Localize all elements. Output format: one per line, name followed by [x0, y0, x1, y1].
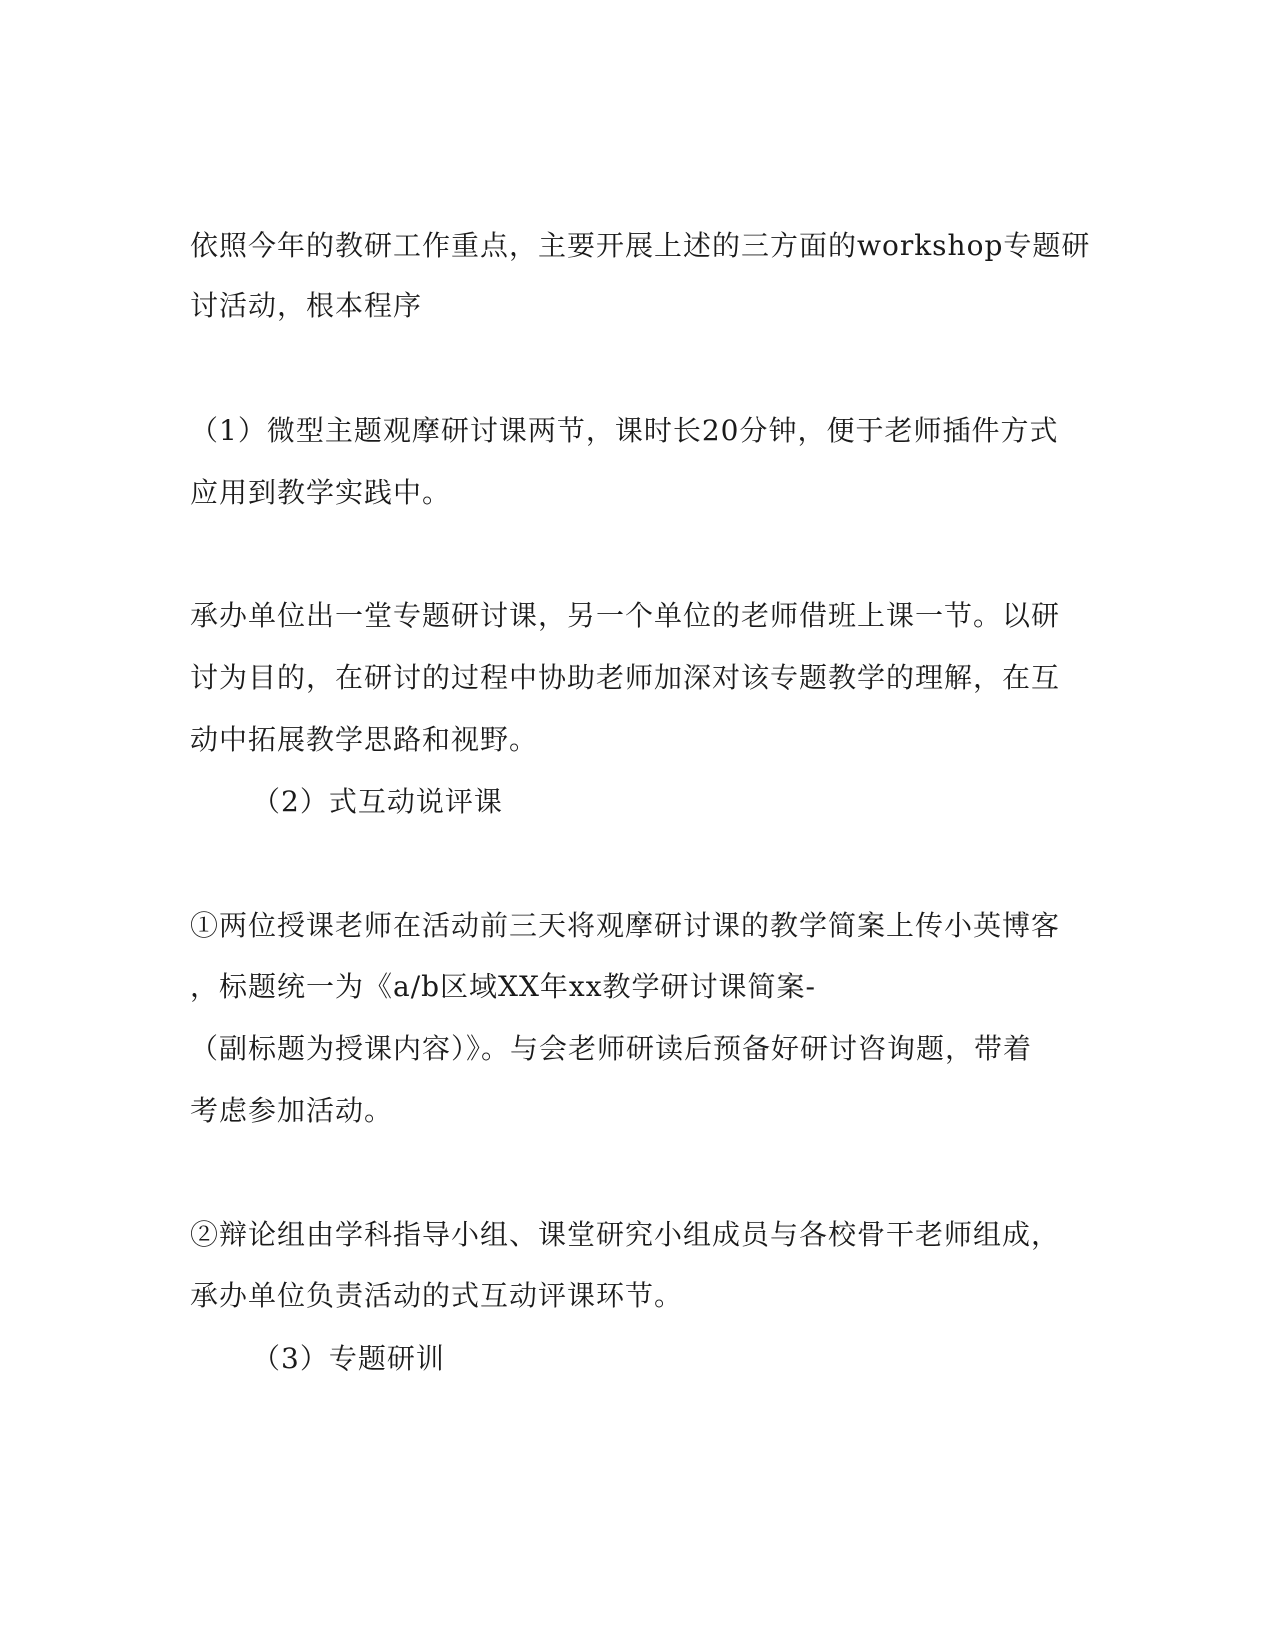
intro-line-1: 依照今年的教研工作重点，主要开展上述的三方面的workshop专题研	[190, 229, 1091, 262]
point2-line-1: ②辩论组由学科指导小组、课堂研究小组成员与各校骨干老师组成，	[190, 1218, 1061, 1251]
item1-line-2: 应用到教学实践中。	[190, 476, 452, 509]
intro-line-2: 讨活动，根本程序	[190, 289, 423, 322]
point1-line-1: ①两位授课老师在活动前三天将观摩研讨课的教学简案上传小英博客	[190, 909, 1061, 942]
item1-line-1: （1）微型主题观摩研讨课两节，课时长20分钟，便于老师插件方式	[190, 414, 1059, 447]
host-line-2: 讨为目的，在研讨的过程中协助老师加深对该专题教学的理解，在互	[190, 661, 1061, 694]
host-line-3: 动中拓展教学思路和视野。	[190, 723, 539, 756]
point2-line-2: 承办单位负责活动的式互动评课环节。	[190, 1279, 684, 1312]
point1-line-2: ，标题统一为《a/b区域XX年xx教学研讨课简案-	[190, 970, 816, 1003]
item3-heading: （3）专题研训	[252, 1342, 445, 1375]
item2-heading: （2）式互动说评课	[252, 785, 503, 818]
host-line-1: 承办单位出一堂专题研讨课，另一个单位的老师借班上课一节。以研	[190, 599, 1061, 632]
point1-line-4: 考虑参加活动。	[190, 1094, 394, 1127]
point1-line-3: （副标题为授课内容）》。与会老师研读后预备好研讨咨询题，带着	[190, 1032, 1033, 1065]
